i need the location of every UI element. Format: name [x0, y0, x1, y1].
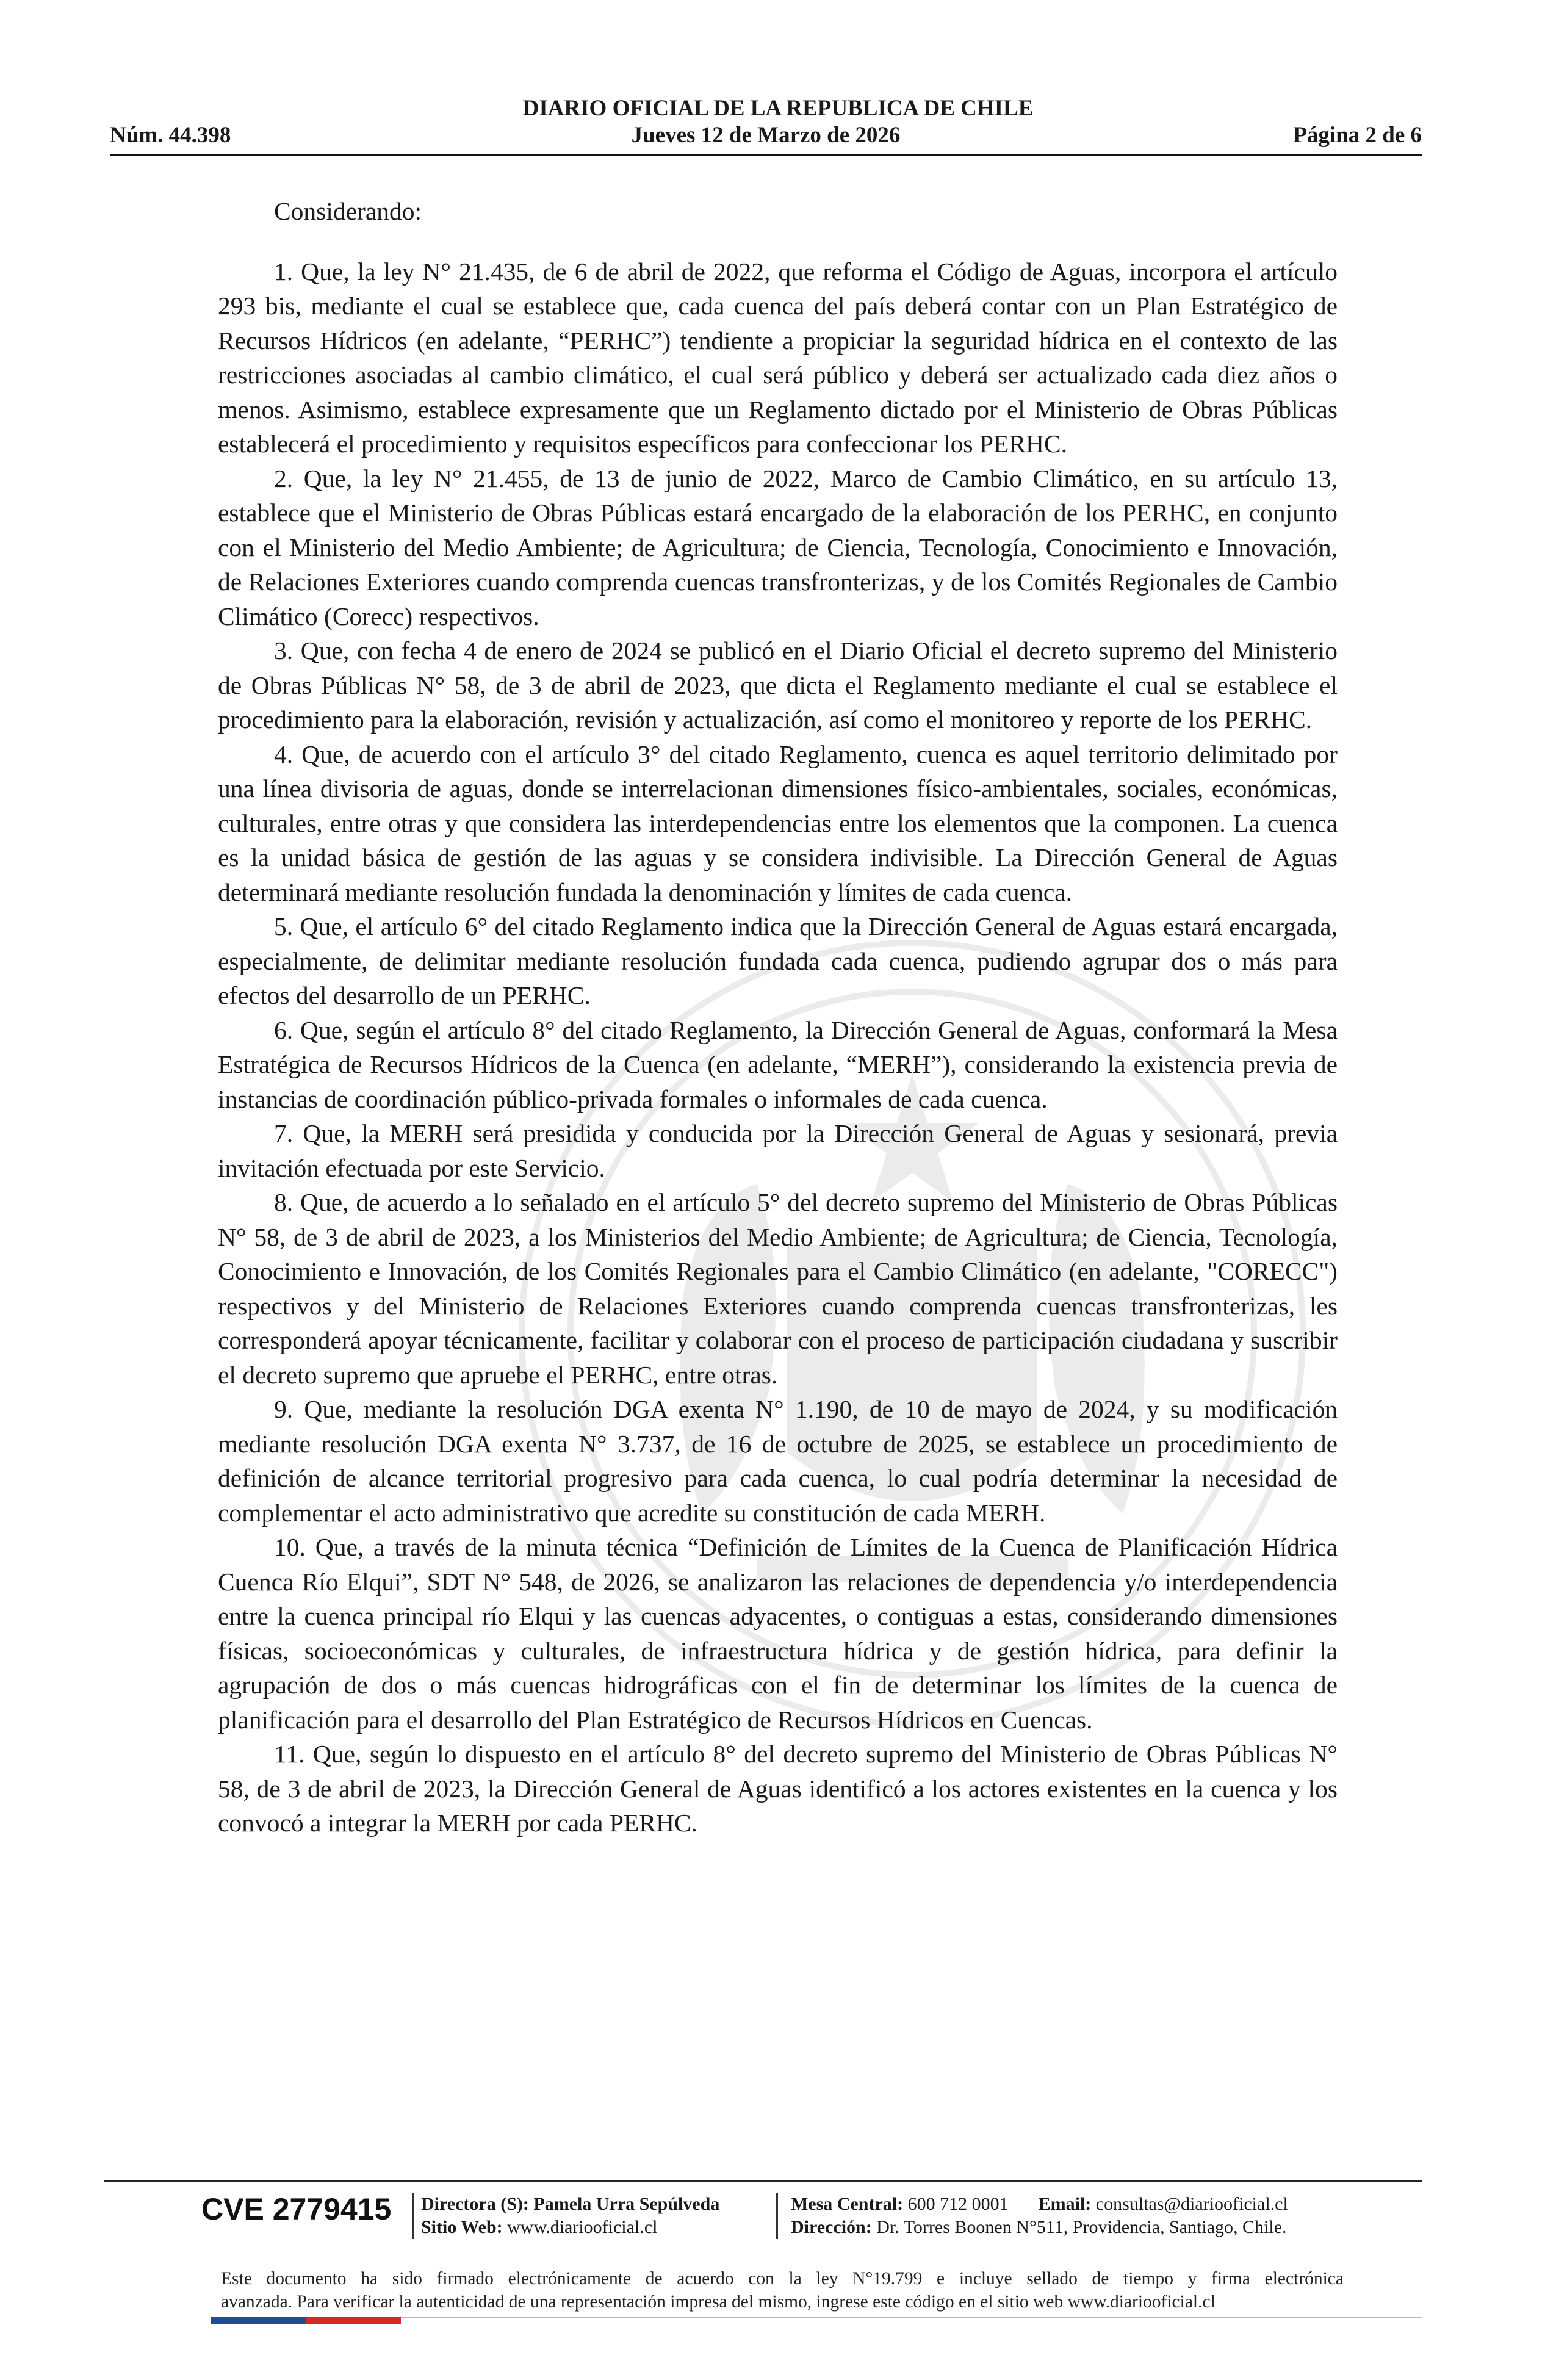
- paragraph-5: 5. Que, el artículo 6° del citado Reglamento indica que la Dirección General de Aguas estará encargada, especialmente, de delimitar mediante resolución fundada cada cuenca, pudiendo agrupar dos o más para efectos del desarrollo de un PERHC.: [218, 912, 1338, 1009]
- paragraph-2: 2. Que, la ley N° 21.455, de 13 de junio de 2022, Marco de Cambio Climático, en su artículo 13, establece que el Ministerio de Obras Públicas estará encargado de la elaboración de los PERHC, en conjunto con el Ministerio del Medio Ambiente; de Agricultura; de Ciencia, Tecnología, Conocimiento e Innovación, de Relaciones Exteriores cuando comprenda cuencas transfronterizas, y de los Comités Regionales de Cambio Climático (Corecc) respectivos.: [218, 464, 1338, 630]
- footer-separator: [776, 2193, 778, 2239]
- footer-divider: [104, 2180, 1422, 2182]
- address-line: [791, 2216, 1288, 2239]
- phone-label: Mesa Central:: [791, 2194, 904, 2214]
- issue-number: Núm. 44.398: [110, 123, 231, 148]
- website-label: Sitio Web:: [421, 2217, 503, 2237]
- director-line: [421, 2193, 719, 2216]
- page-number: Página 2 de 6: [1293, 123, 1422, 148]
- director-name: Pamela Urra Sepúlveda: [533, 2194, 720, 2214]
- paragraph-8: 8. Que, de acuerdo a lo señalado en el artículo 5° del decreto supremo del Ministerio de Obras Públicas N° 58, de 3 de abril de 2023, a los Ministerios del Medio Ambiente; de Agricultura; de Ciencia, Tecnología, Conocimiento e Innovación, de los Comités Regionales para el Cambio Climático (en adelante, "CORECC") respectivos y del Ministerio de Relaciones Exteriores cuando comprenda cuencas transfronterizas, les corresponderá apoyar técnicamente, facilitar y colaborar con el proceso de participación ciudadana y suscribir el decreto supremo que apruebe el PERHC, entre otras.: [218, 1188, 1338, 1389]
- signature-note-line-2: avanzada. Para verificar la autenticidad de una representación impresa del mismo, ingrese este código en el sitio web www.diariooficial.cl: [221, 2292, 1216, 2312]
- footer-contact-block: [791, 2193, 1288, 2239]
- email-link[interactable]: consultas@diariooficial.cl: [1095, 2194, 1288, 2214]
- paragraph-3: 3. Que, con fecha 4 de enero de 2024 se publicó en el Diario Oficial el decreto supremo del Ministerio de Obras Públicas N° 58, de 3 de abril de 2023, que dicta el Reglamento mediante el cual se establece el procedimiento para la elaboración, revisión y actualización, así como el monitoreo y reporte de los PERHC.: [218, 636, 1338, 734]
- website-link[interactable]: www.diariooficial.cl: [507, 2217, 658, 2237]
- newspaper-title: DIARIO OFICIAL DE LA REPUBLICA DE CHILE: [522, 96, 1034, 121]
- paragraph-6: 6. Que, según el artículo 8° del citado Reglamento, la Dirección General de Aguas, conformará la Mesa Estratégica de Recursos Hídricos de la Cuenca (en adelante, “MERH”), considerando la existencia previa de instancias de coordinación público-privada formales o informales de cada cuenca.: [218, 1015, 1338, 1113]
- flag-stripe-blue: [211, 2317, 306, 2324]
- issue-date: Jueves 12 de Marzo de 2026: [631, 123, 901, 148]
- paragraph-10: 10. Que, a través de la minuta técnica “Definición de Límites de la Cuenca de Planificación Hídrica Cuenca Río Elqui”, SDT N° 548, de 2026, se analizaron las relaciones de dependencia y/o interdependencia entre la cuenca principal río Elqui y las cuencas adyacentes, o contiguas a estas, considerando dimensiones físicas, socioeconómicas y culturales, de infraestructura hídrica y de gestión hídrica, para definir la agrupación de dos o más cuencas hidrográficas con el fin de determinar los límites de la cuenca de planificación para el desarrollo del Plan Estratégico de Recursos Hídricos en Cuencas.: [218, 1533, 1338, 1734]
- website-line: [421, 2216, 719, 2239]
- considerando-heading: Considerando:: [274, 197, 422, 225]
- paragraph-1: 1. Que, la ley N° 21.435, de 6 de abril de 2022, que reforma el Código de Aguas, incorpora el artículo 293 bis, mediante el cual se establece que, cada cuenca del país deberá contar con un Plan Estratégico de Recursos Hídricos (en adelante, “PERHC”) tendiente a propiciar la seguridad hídrica en el contexto de las restricciones asociadas al cambio climático, el cual será público y deberá ser actualizado cada diez años o menos. Asimismo, establece expresamente que un Reglamento dictado por el Ministerio de Obras Públicas establecerá el procedimiento y requisitos específicos para confeccionar los PERHC.: [218, 257, 1338, 458]
- address-value: Dr. Torres Boonen N°511, Providencia, Santiago, Chile.: [876, 2217, 1287, 2237]
- document-body: [218, 194, 1338, 1841]
- paragraph-7: 7. Que, la MERH será presidida y conducida por la Dirección General de Aguas y sesionará, previa invitación efectuada por este Servicio.: [218, 1119, 1338, 1182]
- contact-line: [791, 2193, 1288, 2216]
- signature-note-line-1: Este documento ha sido firmado electrónicamente de acuerdo con la ley N°19.799 e incluye sellado de tiempo y firma electrónica: [221, 2269, 1344, 2288]
- paragraph-9: 9. Que, mediante la resolución DGA exenta N° 1.190, de 10 de mayo de 2024, y su modificación mediante resolución DGA exenta N° 3.737, de 16 de octubre de 2025, se establece un procedimiento de definición de alcance territorial progresivo para cada cuenca, lo cual podría determinar la necesidad de complementar el acto administrativo que acredite su constitución de cada MERH.: [218, 1395, 1338, 1527]
- cve-code: CVE 2779415: [201, 2192, 392, 2226]
- header-row: [110, 122, 1422, 149]
- director-label: Directora (S):: [421, 2194, 529, 2214]
- email-label: Email:: [1038, 2194, 1092, 2214]
- paragraph-11: 11. Que, según lo dispuesto en el artículo 8° del decreto supremo del Ministerio de Obras Públicas N° 58, de 3 de abril de 2023, la Dirección General de Aguas identificó a los actores existentes en la cuenca y los convocó a integrar la MERH por cada PERHC.: [218, 1740, 1338, 1837]
- footer-director-block: [421, 2193, 719, 2239]
- paragraph-4: 4. Que, de acuerdo con el artículo 3° del citado Reglamento, cuenca es aquel territorio delimitado por una línea divisoria de aguas, donde se interrelacionan dimensiones físico-ambientales, sociales, económicas, culturales, entre otras y que considera las interdependencias entre los elementos que la componen. La cuenca es la unidad básica de gestión de las aguas y se considera indivisible. La Dirección General de Aguas determinará mediante resolución fundada la denominación y límites de cada cuenca.: [218, 740, 1338, 906]
- flag-stripe-red: [306, 2317, 401, 2324]
- footer-separator: [412, 2193, 414, 2239]
- phone-value: 600 712 0001: [907, 2194, 1009, 2214]
- address-label: Dirección:: [791, 2217, 872, 2237]
- header-divider: [110, 154, 1422, 156]
